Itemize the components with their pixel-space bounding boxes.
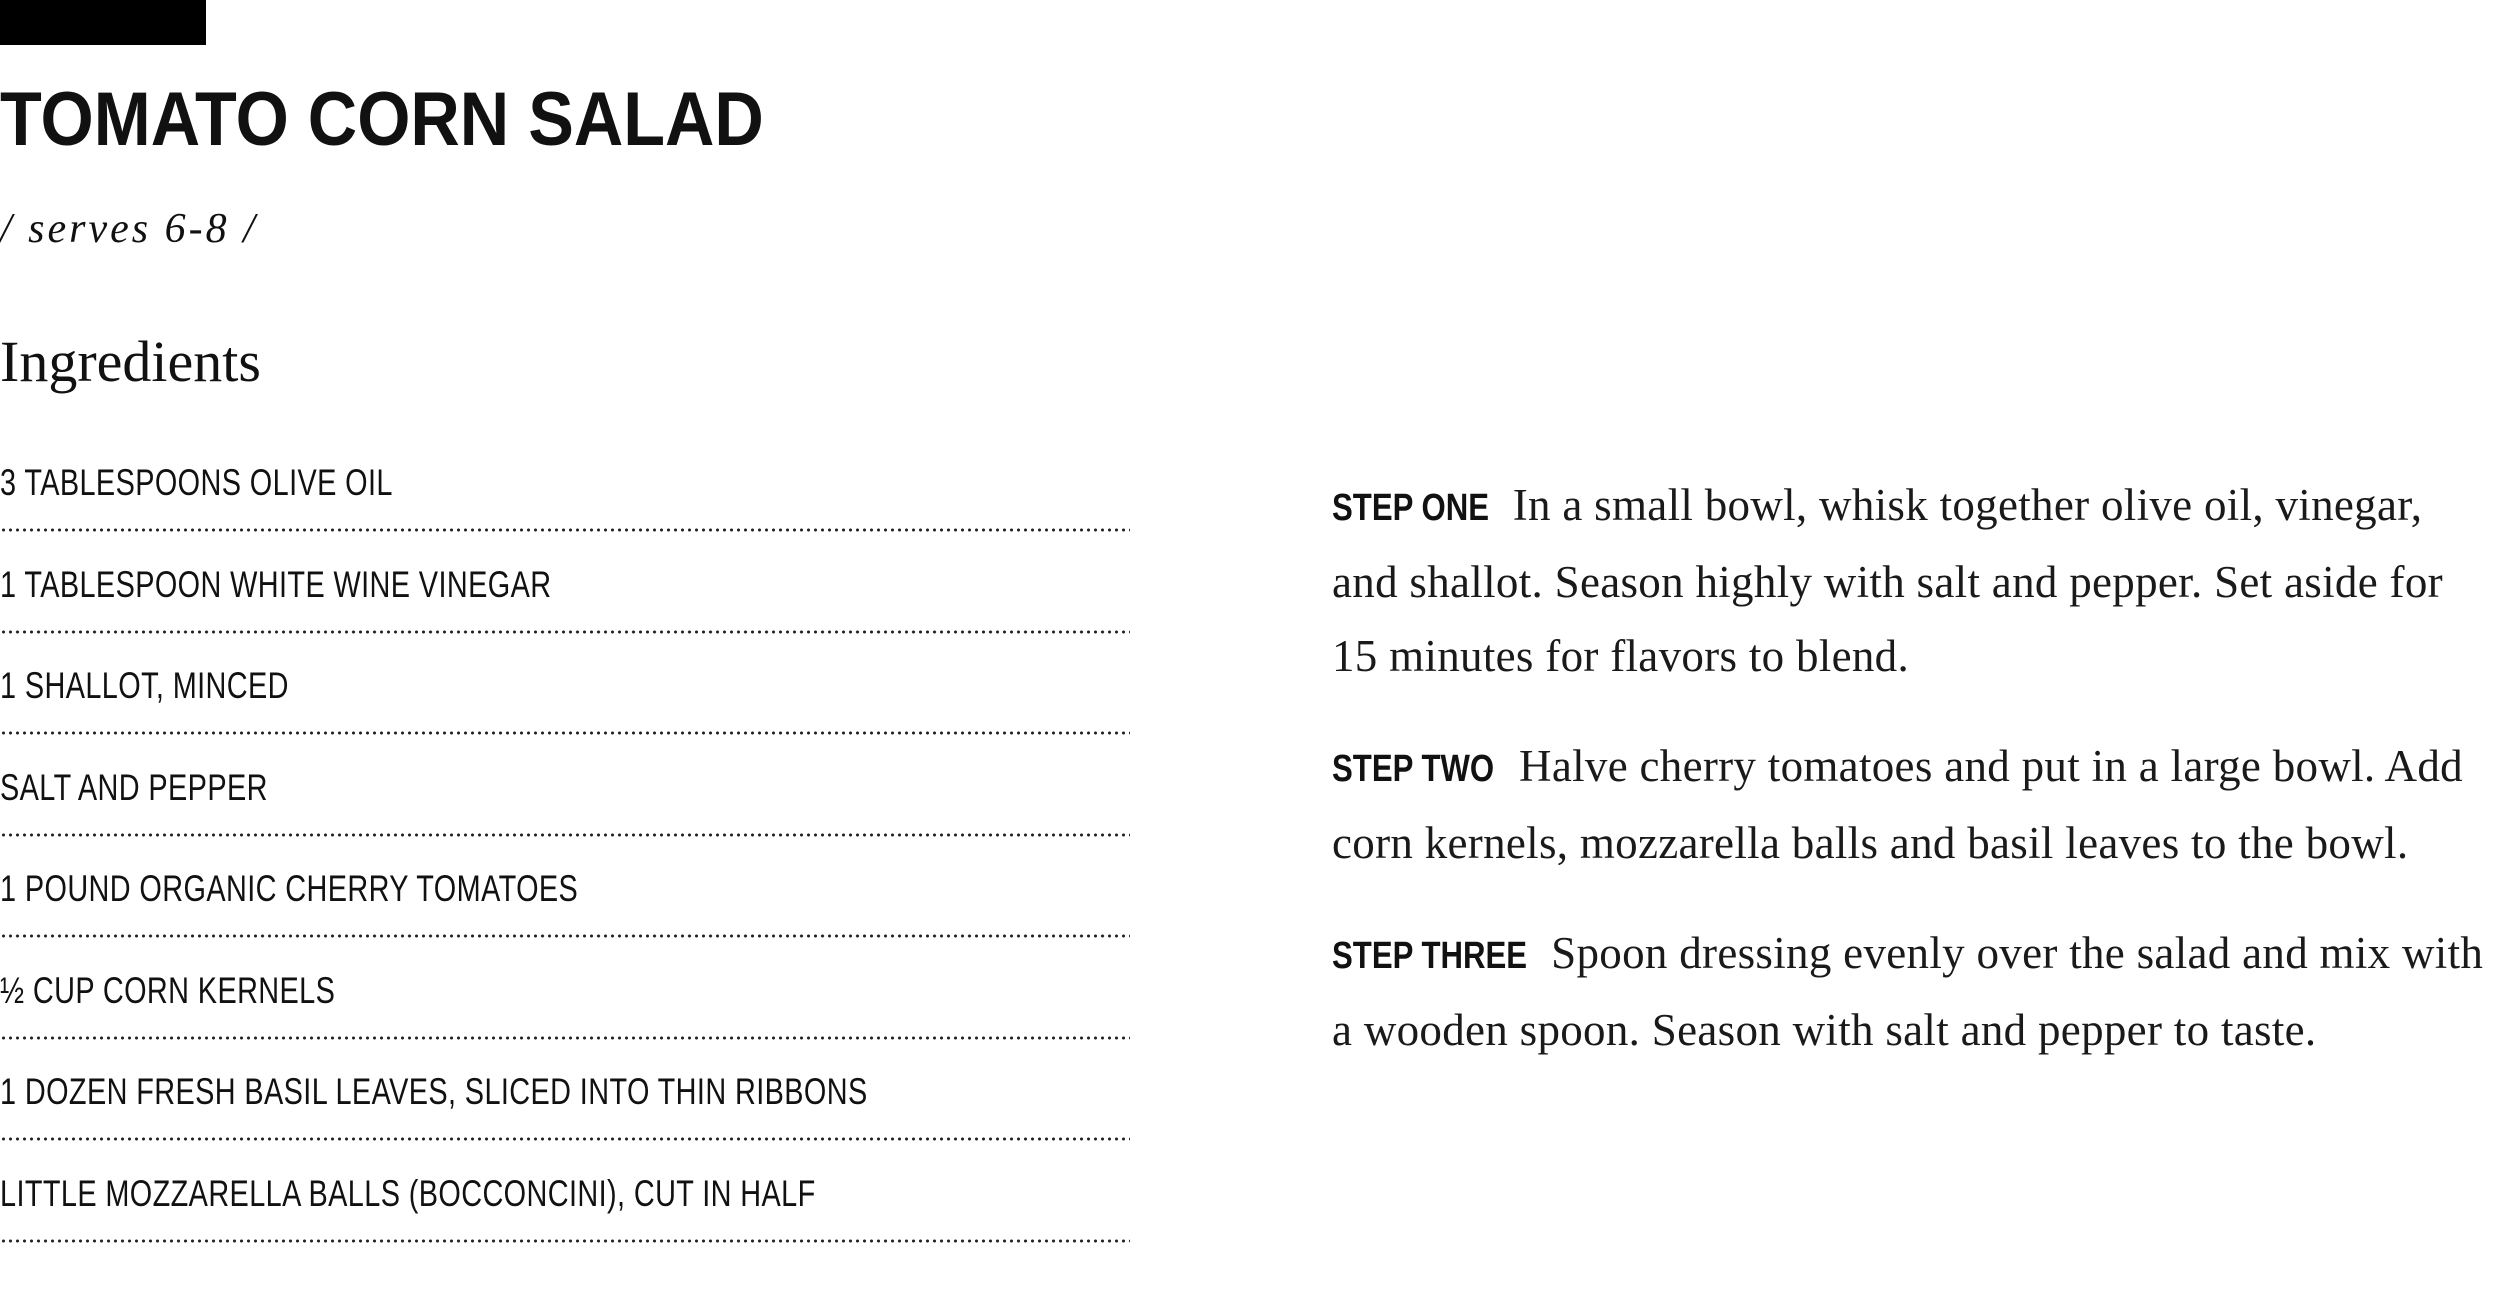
step-two	[1332, 729, 2492, 880]
ingredient-text: 3 TABLESPOONS OLIVE OIL	[0, 462, 393, 503]
header-accent-bar	[0, 0, 206, 45]
dotted-divider	[0, 1036, 1130, 1040]
step-label: STEP THREE	[1332, 935, 1528, 977]
recipe-title: TOMATO CORN SALAD	[0, 77, 764, 162]
dotted-divider	[0, 731, 1130, 735]
ingredient-text: SALT AND PEPPER	[0, 766, 268, 808]
step-three	[1332, 916, 2492, 1067]
dotted-divider	[0, 528, 1130, 532]
ingredient-text: 1 TABLESPOON WHITE WINE VINEGAR	[0, 563, 552, 605]
ingredient-item	[0, 868, 1130, 970]
instructions	[1332, 468, 2492, 1103]
dotted-divider	[0, 1239, 1130, 1243]
ingredient-item	[0, 564, 1130, 666]
step-label: STEP ONE	[1332, 487, 1490, 529]
dotted-divider	[0, 630, 1130, 634]
ingredient-text: 1 POUND ORGANIC CHERRY TOMATOES	[0, 868, 579, 909]
serving-size: / serves 6-8 /	[0, 206, 258, 252]
ingredient-item	[0, 1071, 1130, 1173]
ingredient-text: LITTLE MOZZARELLA BALLS (BOCCONCINI), CUT IN HALF	[0, 1172, 816, 1214]
ingredient-item	[0, 1173, 1130, 1275]
ingredient-item	[0, 767, 1130, 869]
step-text: Spoon dressing evenly over the salad and mix with a wooden spoon. Season with salt and pepper to taste.	[1332, 928, 2484, 1055]
ingredient-text: 1 DOZEN FRESH BASIL LEAVES, SLICED INTO THIN RIBBONS	[0, 1071, 868, 1112]
step-label: STEP TWO	[1332, 748, 1495, 790]
ingredient-list	[0, 462, 1130, 1274]
step-text: In a small bowl, whisk together olive oil, vinegar, and shallot. Season highly with salt and pepper. Set aside for 15 minutes for flavors to blend.	[1332, 480, 2443, 681]
ingredient-item	[0, 462, 1130, 564]
ingredient-item	[0, 665, 1130, 767]
ingredient-item	[0, 970, 1130, 1072]
step-one	[1332, 468, 2492, 693]
step-text: Halve cherry tomatoes and put in a large bowl. Add corn kernels, mozzarella balls and basil leaves to the bowl.	[1332, 741, 2463, 868]
dotted-divider	[0, 833, 1130, 837]
ingredient-text: ½ CUP CORN KERNELS	[0, 969, 336, 1011]
dotted-divider	[0, 934, 1130, 938]
ingredient-text: 1 SHALLOT, MINCED	[0, 665, 289, 706]
dotted-divider	[0, 1137, 1130, 1141]
ingredients-heading: Ingredients	[0, 329, 261, 394]
